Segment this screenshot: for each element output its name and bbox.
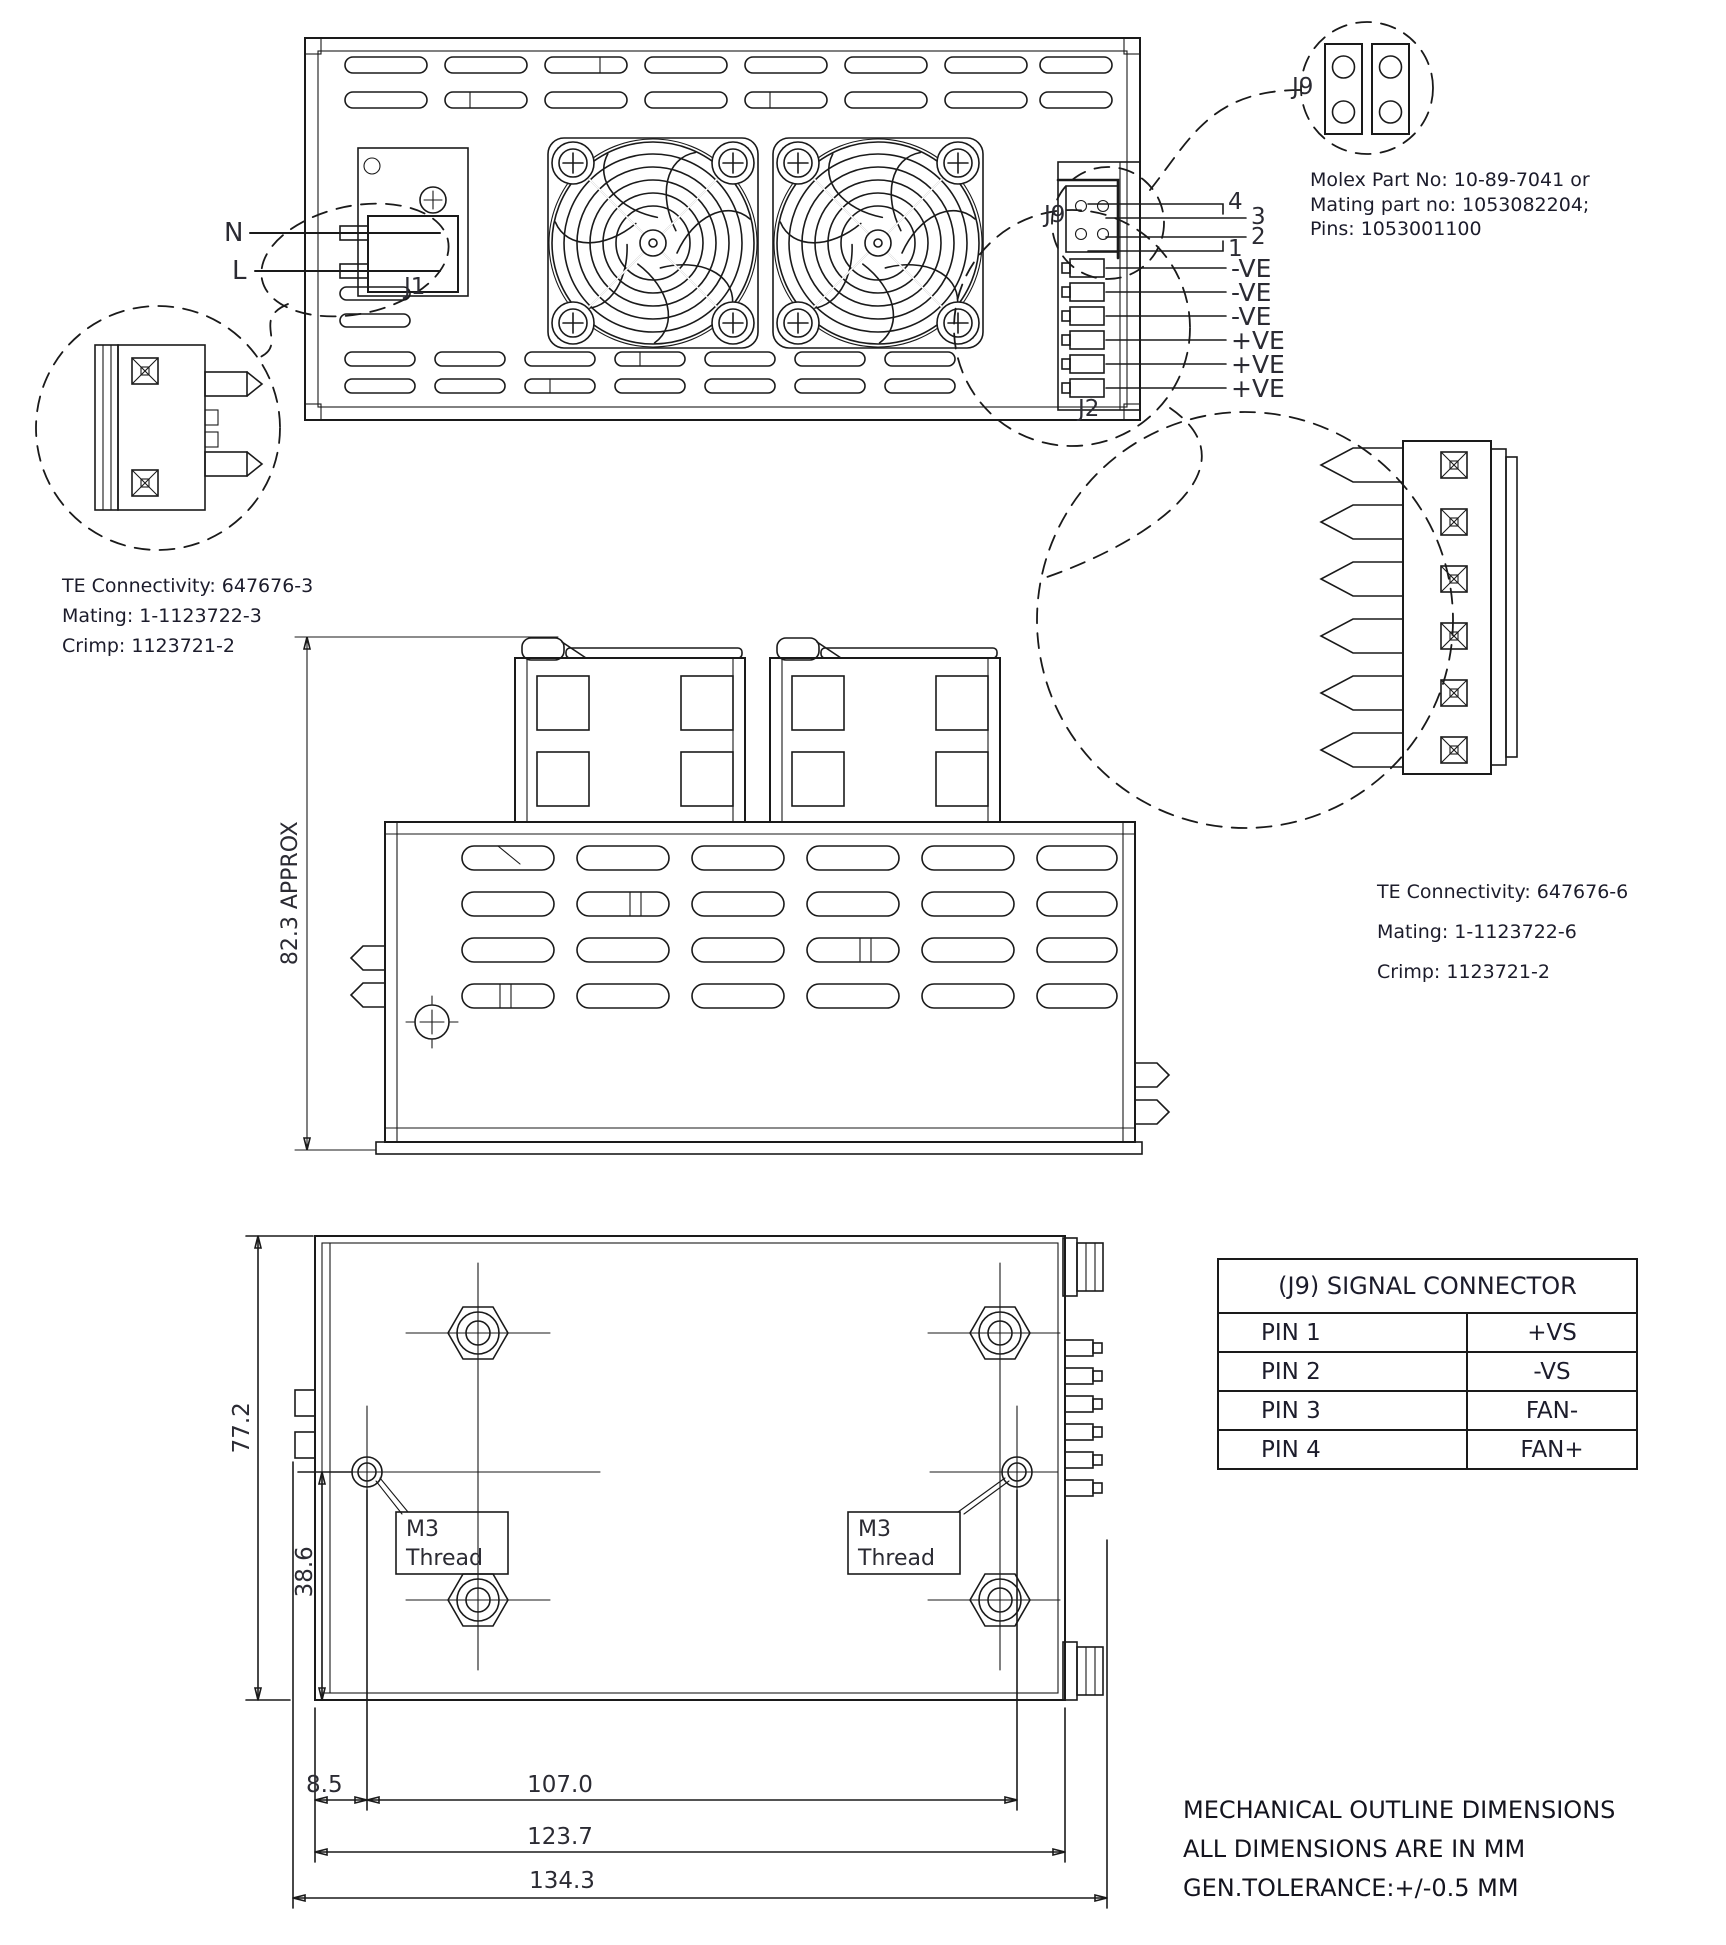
- footer-note-line3: GEN.TOLERANCE:+/-0.5 MM: [1183, 1874, 1519, 1902]
- molex-note-line3: Pins: 1053001100: [1310, 218, 1482, 240]
- j2-detail-view: [1037, 408, 1517, 828]
- pin-cell: PIN 3: [1218, 1391, 1467, 1430]
- bottom-vent-slots: [340, 287, 955, 393]
- signal-cell: FAN+: [1467, 1430, 1637, 1469]
- pin-number-4: 4: [1228, 189, 1243, 215]
- footer-note-line2: ALL DIMENSIONS ARE IN MM: [1183, 1835, 1526, 1863]
- j2-label: J2: [1078, 396, 1100, 422]
- fan-housings: [515, 638, 1000, 822]
- dim-38-6-text: 38.6: [292, 1546, 319, 1598]
- j1-label: J1: [404, 274, 426, 300]
- output-pin-label: -VE: [1231, 278, 1272, 307]
- te-note-right-line3: Crimp: 1123721-2: [1377, 961, 1550, 983]
- j9-detail-marker: [1052, 167, 1164, 279]
- te-note-left-line2: Mating: 1-1123722-3: [62, 605, 262, 627]
- output-pin-label: -VE: [1231, 254, 1272, 283]
- j1-detail-marker: [251, 187, 459, 332]
- fan-left: [548, 138, 758, 348]
- table-row: [1218, 1313, 1637, 1352]
- fan-right: [773, 138, 983, 348]
- m3-callout-line2: Thread: [858, 1545, 935, 1571]
- signal-cell: -VS: [1467, 1352, 1637, 1391]
- signal-connector-table: [1217, 1258, 1638, 1470]
- m3-callout-right: [852, 1514, 941, 1575]
- top-view: [250, 38, 1246, 446]
- pin-cell: PIN 4: [1218, 1430, 1467, 1469]
- bottom-view: [246, 1236, 1107, 1908]
- output-pin-label: +VE: [1231, 326, 1285, 355]
- j9-detail-label: J9: [1292, 74, 1314, 100]
- pin-leader-lines: [1088, 204, 1246, 388]
- dim-134-3-text: 134.3: [529, 1868, 595, 1894]
- m3-callout-left: [400, 1514, 489, 1575]
- dim-123-7-text: 123.7: [527, 1824, 593, 1850]
- molex-note-line2: Mating part no: 1053082204;: [1310, 194, 1590, 216]
- signal-cell: +VS: [1467, 1313, 1637, 1352]
- m3-callout-line1: M3: [406, 1517, 439, 1542]
- pin-cell: PIN 2: [1218, 1352, 1467, 1391]
- pin-number-1: 1: [1228, 236, 1243, 262]
- side-view: [295, 637, 1169, 1154]
- dim-82-3: [295, 637, 558, 1150]
- live-label: L: [232, 256, 247, 286]
- te-note-left-line3: Crimp: 1123721-2: [62, 635, 235, 657]
- output-pin-label: +VE: [1231, 374, 1285, 403]
- j9-label: J9: [1044, 202, 1066, 228]
- j1-detail-view: [36, 304, 288, 550]
- table-row: [1218, 1391, 1637, 1430]
- dim-8-5-text: 8.5: [306, 1772, 343, 1798]
- dim-82-3-text: 82.3 APPROX: [277, 821, 303, 966]
- molex-note-line1: Molex Part No: 10-89-7041 or: [1310, 169, 1590, 191]
- output-connector-area: [1058, 162, 1140, 410]
- dim-107-0-text: 107.0: [527, 1772, 593, 1798]
- ac-inlet-connector: [250, 148, 468, 296]
- top-vent-slots: [345, 57, 1112, 108]
- bottom-dimensions: [246, 1236, 1107, 1908]
- m3-callout-line1: M3: [858, 1517, 891, 1542]
- pin-number-2: 2: [1251, 224, 1266, 250]
- m3-callout-line2: Thread: [406, 1545, 483, 1571]
- footer-note-line1: MECHANICAL OUTLINE DIMENSIONS: [1183, 1796, 1616, 1824]
- neutral-label: N: [224, 218, 244, 248]
- table-row: [1218, 1352, 1637, 1391]
- dim-77-2-text: 77.2: [229, 1402, 256, 1454]
- j9-detail-view: [1150, 22, 1433, 190]
- side-vent-slots: [462, 846, 1117, 1008]
- table-title: (J9) SIGNAL CONNECTOR: [1218, 1259, 1637, 1313]
- table-row: [1218, 1430, 1637, 1469]
- output-tabs: [1065, 1340, 1102, 1496]
- signal-cell: FAN-: [1467, 1391, 1637, 1430]
- te-note-right-line1: TE Connectivity: 647676-6: [1377, 881, 1629, 903]
- output-pin-label: -VE: [1231, 302, 1272, 331]
- pin-cell: PIN 1: [1218, 1313, 1467, 1352]
- output-pin-label: +VE: [1231, 350, 1285, 379]
- te-note-right-line2: Mating: 1-1123722-6: [1377, 921, 1577, 943]
- te-note-left-line1: TE Connectivity: 647676-3: [62, 575, 314, 597]
- pin-number-3: 3: [1251, 204, 1266, 230]
